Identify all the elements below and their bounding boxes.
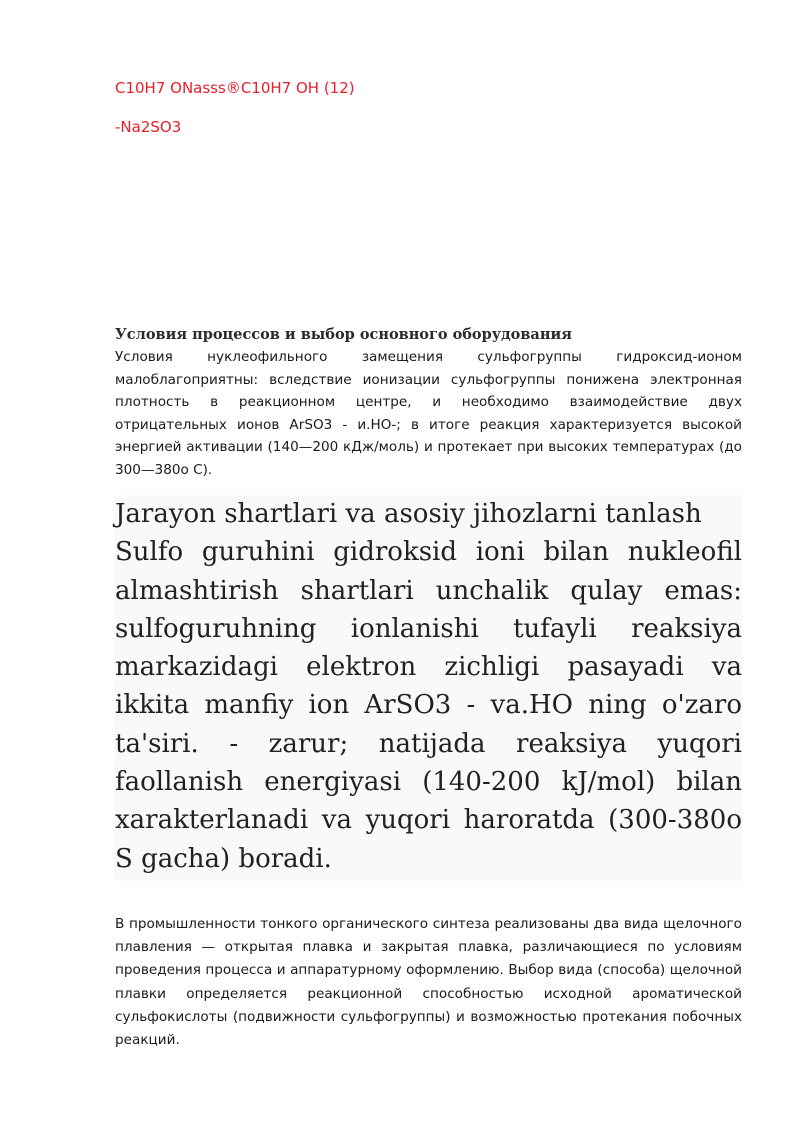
- russian-section: [115, 325, 742, 482]
- closing-paragraph: В промышленности тонкого органического синтеза реализованы два вида щелочного плавления — открытая плавка и закрытая плавка, различающиеся по условиям проведения процесса и аппаратурному оформлению. Выбор вида (способа) щелочной плавки определяется реакционной способностью исходной ароматической сульфокислоты (подвижности сульфогруппы) и возможностью протекания побочных реакций.: [115, 916, 742, 1049]
- translation-heading: Jarayon shartlari va asosiy jihozlarni tanlash: [115, 499, 702, 529]
- russian-section-2: [115, 913, 742, 1052]
- section-paragraph: Условия нуклеофильного замещения сульфогруппы гидроксид-ионом малоблагоприятны: вследствие ионизации сульфогруппы понижена электронная плотность в реакционном центре, и необходимо взаимодействие двух отрицательных ионов ArSO3 - и.НО-; в итоге реакция характеризуется высокой энергией активации (140—200 кДж/моль) и протекает при высоких температурах (до 300—380о С).: [115, 349, 742, 478]
- translation-block: [115, 495, 742, 881]
- byproduct-formula: -Na2SO3: [115, 118, 182, 136]
- translation-paragraph: Sulfo guruhini gidroksid ioni bilan nukleofil almashtirish shartlari unchalik qulay emas: sulfoguruhning ionlanishi tufayli reaksiya markazidagi elektron zichligi pasayadi va ikkita manfiy ion ArSO3 - va.HO ning o'zaro ta'siri. - zarur; natijada reaksiya yuqori faollanish energiyasi (140-200 kJ/mol) bilan xarakterlanadi va yuqori haroratda (300-380o S gacha) boradi.: [115, 537, 742, 874]
- section-heading: Условия процессов и выбор основного оборудования: [115, 326, 572, 343]
- reaction-formula: C10H7 ONasss®C10H7 OH (12): [115, 79, 355, 97]
